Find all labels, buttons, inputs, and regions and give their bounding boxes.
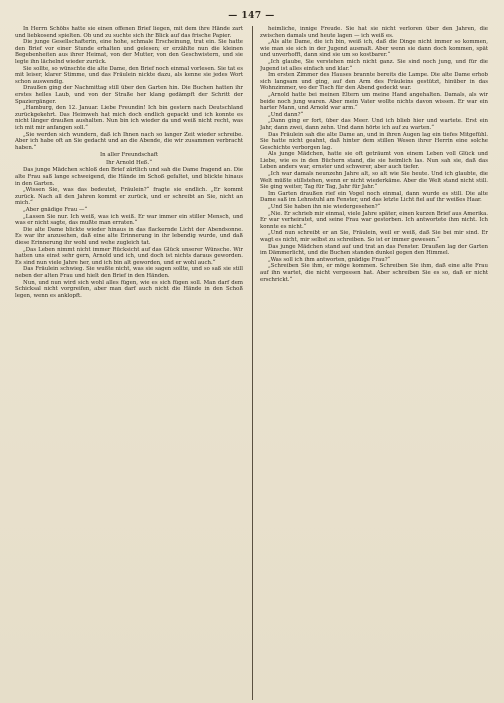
paragraph: „Was soll ich ihm antworten, gnädige Frau?“: [268, 256, 391, 263]
paragraph: „Sie werden sich wundern, daß ich Ihnen nach so langer Zeit wieder schreibe. Aber ich habe oft an Sie gedacht und an die Abende, die wir zusammen verbracht haben.“: [15, 131, 243, 151]
paragraph: „Nie. Er schrieb mir einmal, viele Jahre später, einen kurzen Brief aus Amerika. Er war verheiratet, und seine Frau war gestorben. Ich antwortete ihm nicht. Ich konnte es nicht.“: [260, 210, 488, 230]
paragraph: Ihr Arnold Heß.“: [106, 159, 152, 166]
paragraph: Das junge Mädchen stand auf und trat an das Fenster. Draußen lag der Garten im Dämmerlicht, und die Buchen standen dunkel gegen den Himmel.: [260, 243, 488, 257]
paragraph: Das junge Mädchen schloß den Brief zärtlich und sah die Dame fragend an. Die alte Frau saß lange schweigend, die Hände im Schoß gefaltet, und blickte hinaus in den Garten.: [15, 167, 243, 187]
paragraph: „Wissen Sie, was das bedeutet, Fräulein?“ fragte sie endlich. „Er kommt zurück. Nach all den Jahren kommt er zurück, und er schreibt an Sie, nicht an mich.“: [15, 187, 243, 207]
paragraph: Das Fräulein sah die alte Dame an, und in ihren Augen lag ein tiefes Mitgefühl. Sie hatte nicht geahnt, daß hinter dem stillen Wesen ihrer Herrin eine solche Geschichte verborgen lag.: [260, 131, 488, 151]
paragraph: „Arnold hatte bei meinen Eltern um meine Hand angehalten. Damals, als wir beide noch jung waren. Aber mein Vater wollte nichts davon wissen. Er war ein harter Mann, und Arnold war arm.“: [260, 91, 488, 112]
paragraph: Die junge Gesellschafterin, eine hohe, schmale Erscheinung, trat ein. Sie hatte den Brief vor einer Stunde erhalten und gelesen; er erzählte nun die kleinen Begebenheiten aus ihrer Heimat, von der Mutter, von den Geschwistern, und sie legte ihn lächelnd wieder zurück.: [15, 39, 243, 65]
text-columns: [15, 26, 488, 700]
right-column: [260, 26, 488, 700]
paragraph: In aller Freundschaft: [100, 152, 158, 159]
paragraph: „Und dann?“: [268, 111, 304, 118]
paragraph: heimliche, innige Freude. Sie hat sie nicht verloren über den Jahren, die zwischen damals und heute lagen — ich weiß es.: [260, 26, 488, 39]
paragraph: „Lassen Sie nur. Ich weiß, was ich weiß. Er war immer ein stiller Mensch, und was er nicht sagte, das mußte man erraten.“: [15, 213, 243, 227]
paragraph: Draußen ging der Nachmittag still über den Garten hin. Die Buchen hatten ihr erstes helles Laub, und von der Straße her klang gedämpft der Schritt der Spaziergänger.: [15, 85, 243, 105]
paragraph: „Das Leben nimmt nicht immer Rücksicht auf das Glück unserer Wünsche. Wir hatten uns einst sehr gern, Arnold und ich, und doch ist nichts daraus geworden. Es sind nun viele Jahre her, und ich bin alt geworden, und er wohl auch.“: [15, 246, 243, 266]
paragraph: „Und nun schreibt er an Sie, Fräulein, weil er weiß, daß Sie bei mir sind. Er wagt es nicht, mir selbst zu schreiben. So ist er immer gewesen.“: [260, 230, 488, 243]
paragraph: „Schreiben Sie ihm, er möge kommen. Schreiben Sie ihm, daß eine alte Frau auf ihn wartet, die nicht vergessen hat. Aber schreiben Sie es so, daß er nicht erschrickt.“: [260, 263, 488, 283]
paragraph: Sie sollte, so wünschte die alte Dame, den Brief noch einmal vorlesen. Sie tat es mit leiser, klarer Stimme, und das Fräulein nickte dazu, als kenne sie jedes Wort schon auswendig.: [15, 65, 243, 85]
paragraph: „Ich glaube, Sie verstehen mich nicht ganz. Sie sind noch jung, und für die Jugend ist alles einfach und klar.“: [260, 58, 488, 72]
paragraph: „Aber gnädige Frau —“: [23, 207, 88, 214]
paragraph: „Ich war damals neunzehn Jahre alt, so alt wie Sie heute. Und ich glaubte, die Welt müßte stillstehen, wenn er nicht wiederkäme. Aber die Welt stand nicht still. Sie ging weiter, Tag für Tag, Jahr für Jahr.“: [260, 171, 488, 191]
paragraph: „Als alte Dame, die ich bin, weiß ich, daß die Dinge nicht immer so kommen, wie man sie sich in der Jugend ausmalt. Aber wenn sie dann doch kommen, spät und unverhofft, dann sind sie um so kostbarer.“: [260, 39, 488, 59]
left-column: [15, 26, 243, 700]
column-divider: [252, 26, 253, 700]
paragraph: Im Garten draußen rief ein Vogel noch einmal, dann wurde es still. Die alte Dame saß im Lehnstuhl am Fenster, und das letzte Licht fiel auf ihr weißes Haar.: [260, 190, 488, 204]
page-number-header: — 147 —: [228, 11, 275, 21]
paragraph: Als junge Mädchen, hatte sie oft geträumt von einem Leben voll Glück und Liebe, wie es in den Büchern stand, die sie heimlich las. Nun sah sie, daß das Leben anders war, ernster und schwerer, aber auch tiefer.: [260, 151, 488, 171]
paragraph: Im ersten Zimmer des Hauses brannte bereits die Lampe. Die alte Dame erhob sich langsam und ging, auf den Arm des Fräuleins gestützt, hinüber in das Wohnzimmer, wo der Tisch für den Abend gedeckt war.: [260, 72, 488, 92]
paragraph: Die alte Dame blickte wieder hinaus in das flackernde Licht der Abendsonne. Es war ihr anzusehen, daß eine alte Erinnerung in ihr lebendig wurde, und daß diese Erinnerung ihr wohl und wehe zugleich tat.: [15, 226, 243, 246]
paragraph: Das Fräulein schwieg. Sie wußte nicht, was sie sagen sollte, und so saß sie still neben der alten Frau und hielt den Brief in den Händen.: [15, 266, 243, 279]
paragraph: Nun, und nun wird sich wohl alles fügen, wie es sich fügen soll. Man darf dem Schicksal nicht vorgreifen, aber man darf auch nicht die Hände in den Schoß legen, wenn es anklopft.: [15, 279, 243, 299]
paragraph: „Hamburg, den 12. Januar. Liebe Freundin! Ich bin gestern nach Deutschland zurückgekehrt. Das Heimweh hat mich doch endlich gepackt und ich konnte es nicht länger draußen aushalten. Nun bin ich wieder da und weiß nicht recht, was ich mit mir anfangen soll.“: [15, 105, 243, 131]
paragraph: „Und Sie haben ihn nie wiedergesehen?“: [268, 204, 381, 211]
paragraph: „Dann ging er fort, über das Meer. Und ich blieb hier und wartete. Erst ein Jahr, dann zwei, dann zehn. Und dann hörte ich auf zu warten.“: [260, 118, 488, 131]
paragraph: In Herrn Schöbs hatte sie einen offenen Brief liegen, mit dem ihre Hände zart und liebkosend spielten. Ob und zu suchte sich ihr Blick auf das frische Papier.: [15, 26, 243, 39]
